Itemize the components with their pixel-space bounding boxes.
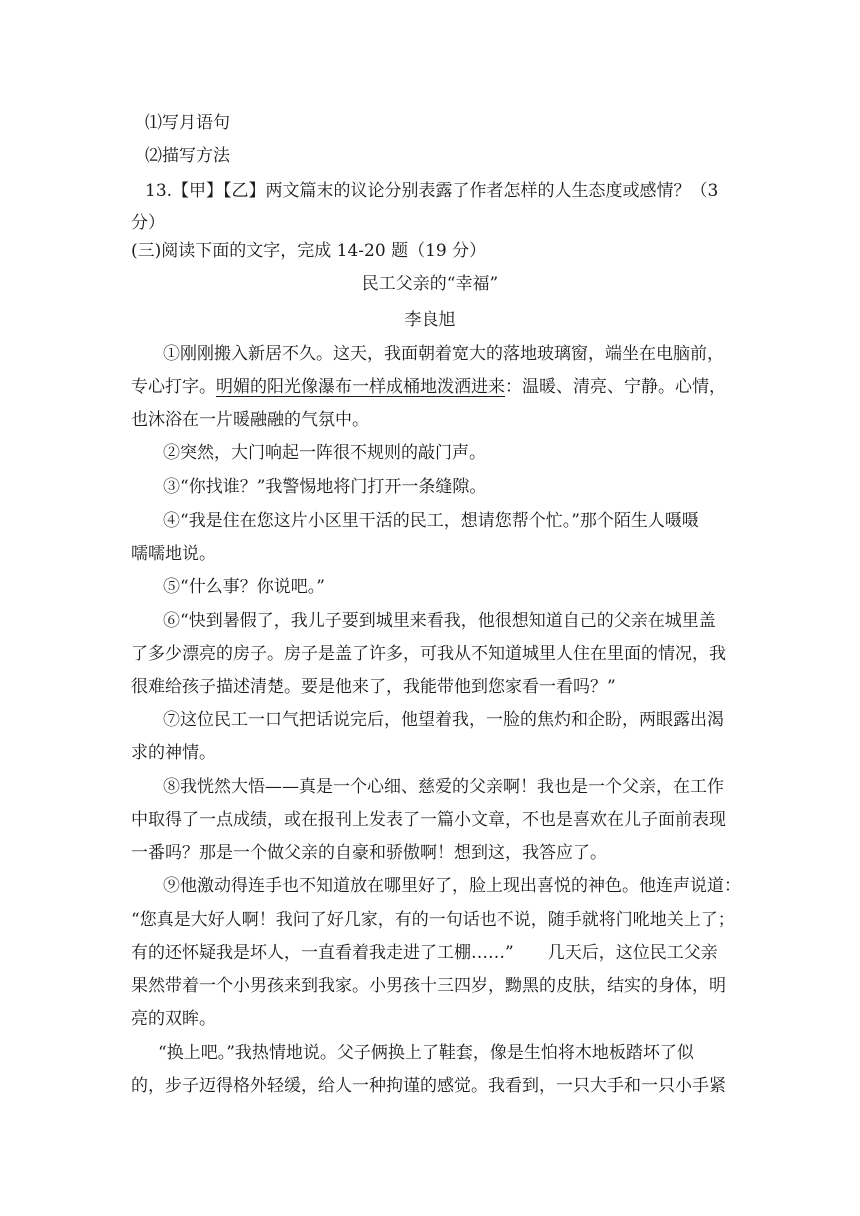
paragraph-4-line-1: ④“我是住在您这片小区里干活的民工，想请您帮个忙。”那个陌生人嗫嗫 [163,511,699,531]
sub-question-2: ⑵描写方法 [145,146,230,166]
paragraph-4-line-2: 嚅嚅地说。 [131,544,216,564]
paragraph-9-line-5: 亮的双眸。 [131,1009,216,1029]
paragraph-1-line-2 [131,376,726,398]
paragraph-1-line-1: ①刚刚搬入新居不久。这天，我面朝着宽大的落地玻璃窗，端坐在电脑前， [163,344,724,364]
question-13-line-2: 分） [131,213,165,233]
paragraph-3: ③“你找谁？”我警惕地将门打开一条缝隙。 [163,477,487,497]
paragraph-7-line-1: ⑦这位民工一口气把话说完后，他望着我，一脸的焦灼和企盼，两眼露出渴 [163,710,724,730]
question-13-line-1: 13.【甲】【乙】两文篇末的议论分别表露了作者怎样的人生态度或感情？（3 [145,181,719,201]
paragraph-1-text-a: 专心打字。 [131,377,216,397]
paragraph-9-line-1: ⑨他激动得连手也不知道放在哪里好了，脸上现出喜悦的神色。他连声说道： [163,876,741,896]
paragraph-8-line-1: ⑧我恍然大悟——真是一个心细、慈爱的父亲啊！我也是一个父亲，在工作 [163,777,724,797]
paragraph-6-line-3: 很难给孩子描述清楚。要是他来了，我能带他到您家看一看吗？” [131,677,616,697]
paragraph-2: ②突然，大门响起一阵很不规则的敲门声。 [163,443,486,463]
underlined-sentence: 明媚的阳光像瀑布一样成桶地泼洒进来 [216,377,505,397]
paragraph-10-line-1: “换上吧。”我热情地说。父子俩换上了鞋套，像是生怕将木地板踏坏了似 [158,1043,694,1063]
article-title: 民工父亲的“幸福” [361,274,499,294]
paragraph-6-line-2: 了多少漂亮的房子。房子是盖了许多，可我从不知道城里人住在里面的情况，我 [131,644,726,664]
paragraph-8-line-2: 中取得了一点成绩，或在报刊上发表了一篇小文章，不也是喜欢在儿子面前表现 [131,810,726,830]
sub-question-1: ⑴写月语句 [145,113,230,133]
paragraph-1-text-b: ：温暖、清亮、宁静。心情， [505,377,726,397]
paragraph-1-line-3: 也沐浴在一片暖融融的气氛中。 [131,410,369,430]
paragraph-10-line-2: 的，步子迈得格外轻缓，给人一种拘谨的感觉。我看到，一只大手和一只小手紧 [131,1076,726,1096]
article-author: 李良旭 [404,310,456,330]
paragraph-5: ⑤“什么事？你说吧。” [163,577,325,597]
paragraph-9-line-3: 有的还怀疑我是坏人，一直看着我走进了工棚……” 几天后，这位民工父亲 [131,943,718,963]
paragraph-9-line-2: “您真是大好人啊！我问了好几家，有的一句话也不说，随手就将门吪地关上了； [131,910,735,930]
section-heading: (三)阅读下面的文字，完成 14-20 题（19 分） [131,241,487,261]
paragraph-9-line-4: 果然带着一个小男孩来到我家。小男孩十三四岁，黝黑的皮肤，结实的身体，明 [131,976,726,996]
paragraph-7-line-2: 求的神情。 [131,743,216,763]
paragraph-6-line-1: ⑥“快到暑假了，我儿子要到城里来看我，他很想知道自己的父亲在城里盖 [163,611,716,631]
paragraph-8-line-3: 一番吗？那是一个做父亲的自豪和骄傲啊！想到这，我答应了。 [131,843,607,863]
